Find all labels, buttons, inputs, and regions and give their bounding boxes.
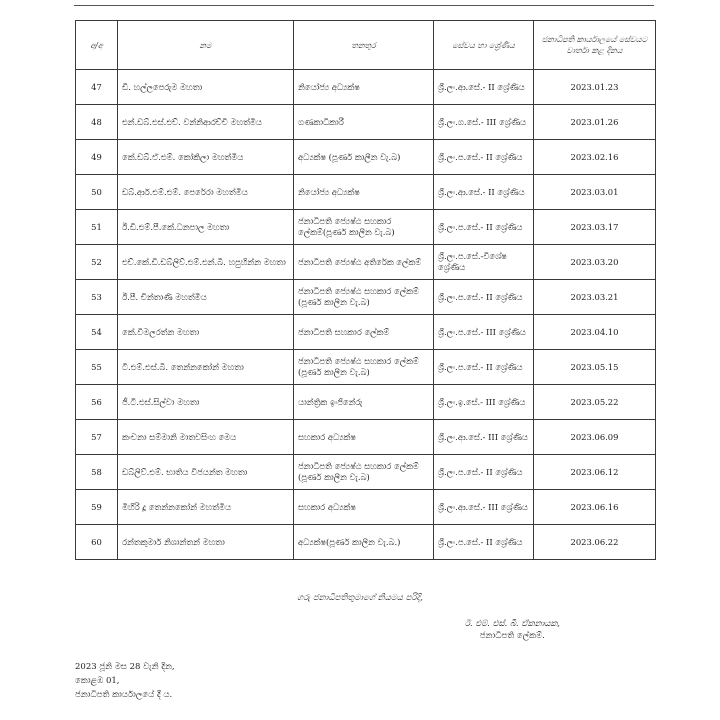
staff-table [75,20,656,560]
header-name: නම [118,21,294,70]
header-serial-no: අ/අ [76,21,118,70]
post-cell: අධ්‍යක්ෂ(පූර්ණ කාලීන වැ.බ.) [294,525,434,560]
table-row [76,315,656,350]
name-cell: කේ.ඩබ්.ඒ.එම්. කෝකිලා මහත්මිය [118,140,294,175]
table-row [76,105,656,140]
report-date-cell: 2023.06.16 [534,490,656,525]
header-post: තනතුර [294,21,434,70]
post-cell: ජනාධිපති ජ්‍යෙෂ්ඨ සහකාර ලේකම් (පූර්ණ කාලීන වැ.බ) [294,280,434,315]
post-cell: ජනාධිපති සහකාර ලේකම් [294,315,434,350]
table-row [76,350,656,385]
table-row [76,175,656,210]
report-date-cell: 2023.02.16 [534,140,656,175]
dateline [75,660,175,702]
issue-place: කොළඹ 01, [75,676,120,686]
serial-no-cell: 52 [76,245,118,280]
table-row [76,420,656,455]
serial-no-cell: 58 [76,455,118,490]
table-row [76,455,656,490]
table-body [76,70,656,560]
table-row [76,280,656,315]
name-cell: ඊ.පී. චින්තාණි මහත්මිය [118,280,294,315]
post-cell: ගණකාධිකාරී [294,105,434,140]
table-row [76,70,656,105]
name-cell: ජී.ටී.එස්.සිල්වා මහතා [118,385,294,420]
table-row [76,140,656,175]
grade-cell: ශ්‍රී.ලං.ඉ.සේ.- III ශ්‍රේණිය [434,385,534,420]
grade-cell: ශ්‍රී.ලං.ග.සේ.- III ශ්‍රේණිය [434,105,534,140]
grade-cell: ශ්‍රී.ලං.ප.සේ.-විශේෂ ශ්‍රේණිය [434,245,534,280]
signatory-name: ඊ. එම්. එස්. බී. ඒකනායක, [464,619,560,629]
serial-no-cell: 50 [76,175,118,210]
serial-no-cell: 53 [76,280,118,315]
grade-cell: ශ්‍රී.ලං.ප.සේ.- II ශ්‍රේණිය [434,140,534,175]
report-date-cell: 2023.06.22 [534,525,656,560]
report-date-cell: 2023.03.01 [534,175,656,210]
post-cell: අධ්‍යක්ෂ (පූර්ණ කාලීන වැ.බ) [294,140,434,175]
report-date-cell: 2023.03.20 [534,245,656,280]
name-cell: කේ.විමලරත්න මහතා [118,315,294,350]
post-cell: නියෝජ්‍ය අධ්‍යක්ෂ [294,175,434,210]
serial-no-cell: 47 [76,70,118,105]
name-cell: එන්.ඩබ්.එස්.එච්. වන්නිආරච්චි මහත්මිය [118,105,294,140]
issue-date: 2023 ජූනි මස 28 වැනි දින, [75,662,175,672]
issue-office: ජනාධිපති කාර්යාලයේ දී ය. [75,690,173,700]
post-cell: ජනාධිපති ජ්‍යෙෂ්ඨ සහකාර ලේකම් (පූර්ණ කාලීන වැ.බ) [294,455,434,490]
serial-no-cell: 54 [76,315,118,350]
post-cell: ජනාධිපති ජ්‍යෙෂ්ඨ අතිරේක ලේකම් [294,245,434,280]
grade-cell: ශ්‍රී.ලං.ආ.සේ.- II ශ්‍රේණිය [434,175,534,210]
name-cell: ඊ.ඩී.එම්.පී.කේ.ධනපාල මහතා [118,210,294,245]
serial-no-cell: 59 [76,490,118,525]
report-date-cell: 2023.03.17 [534,210,656,245]
name-cell: ඩී. හල්ලපෙරුම මහතා [118,70,294,105]
signature-block [465,618,560,642]
post-cell: යාන්ත්‍රික ඉංජිනේරු [294,385,434,420]
signatory-title: ජනාධිපති ලේකම්. [479,631,545,641]
serial-no-cell: 57 [76,420,118,455]
post-cell: සහකාර අධ්‍යක්ෂ [294,420,434,455]
table-row [76,525,656,560]
post-cell: නියෝජ්‍ය අධ්‍යක්ෂ [294,70,434,105]
serial-no-cell: 55 [76,350,118,385]
report-date-cell: 2023.06.09 [534,420,656,455]
name-cell: මිහිරි දූ තෙන්නකෝන් මහත්මිය [118,490,294,525]
report-date-cell: 2023.01.23 [534,70,656,105]
name-cell: රන්තකුමාර් නිශාන්තන් මහතා [118,525,294,560]
serial-no-cell: 60 [76,525,118,560]
name-cell: කංචනා සම්මානි මාතවසිංහ මෙය [118,420,294,455]
name-cell: ටී.එම්.එස්.බී. තෙන්නකෝන් මහතා [118,350,294,385]
top-rule [74,5,654,6]
serial-no-cell: 51 [76,210,118,245]
grade-cell: ශ්‍රී.ලං.ප.සේ.- II ශ්‍රේණිය [434,280,534,315]
post-cell: ජනාධිපති ජ්‍යෙෂ්ඨ සහකාර ලේකම්(පූර්ණ කාලීන වැ.බ) [294,210,434,245]
grade-cell: ශ්‍රී.ලං.ප.සේ.- II ශ්‍රේණිය [434,350,534,385]
grade-cell: ශ්‍රී.ලං.ප.සේ.- II ශ්‍රේණිය [434,525,534,560]
serial-no-cell: 49 [76,140,118,175]
table-row [76,385,656,420]
closing-line: ගරු ජනාධිපතිතුමාගේ නියමය පරිදි, [297,593,423,603]
report-date-cell: 2023.04.10 [534,315,656,350]
serial-no-cell: 48 [76,105,118,140]
post-cell: සහකාර අධ්‍යක්ෂ [294,490,434,525]
grade-cell: ශ්‍රී.ලං.ආ.සේ.- III ශ්‍රේණිය [434,490,534,525]
table-row [76,210,656,245]
grade-cell: ශ්‍රී.ලං.ප.සේ.- III ශ්‍රේණිය [434,315,534,350]
serial-no-cell: 56 [76,385,118,420]
post-cell: ජනාධිපති ජ්‍යෙෂ්ඨ සහකාර ලේකම් (පූර්ණ කාලීන වැ.බ) [294,350,434,385]
table-row [76,490,656,525]
report-date-cell: 2023.03.21 [534,280,656,315]
report-date-cell: 2023.05.22 [534,385,656,420]
report-date-cell: 2023.01.26 [534,105,656,140]
header-service-grade: සේවය හා ශ්‍රේණිය [434,21,534,70]
name-cell: එච්.කේ.ඩී.ඩබ්ලිව්.එම්.එන්.බී. හපුහින්න මහතා [118,245,294,280]
header-report-date: ජනාධිපති කාර්යාලයේ සේවයට වාර්තා කළ දිනය [534,21,656,70]
report-date-cell: 2023.05.15 [534,350,656,385]
table-header-row [76,21,656,70]
name-cell: ඩබ්.ආර්.එම්.එම්. පෙරේරා මහත්මිය [118,175,294,210]
report-date-cell: 2023.06.12 [534,455,656,490]
name-cell: ඩබ්ලිව්.එම්. භාතිය විජයන්ත මහතා [118,455,294,490]
grade-cell: ශ්‍රී.ලං.ආ.සේ.- II ශ්‍රේණිය [434,70,534,105]
grade-cell: ශ්‍රී.ලං.ප.සේ.- II ශ්‍රේණිය [434,210,534,245]
table-row [76,245,656,280]
grade-cell: ශ්‍රී.ලං.ආ.සේ.- III ශ්‍රේණිය [434,420,534,455]
grade-cell: ශ්‍රී.ලං.ප.සේ.- II ශ්‍රේණිය [434,455,534,490]
